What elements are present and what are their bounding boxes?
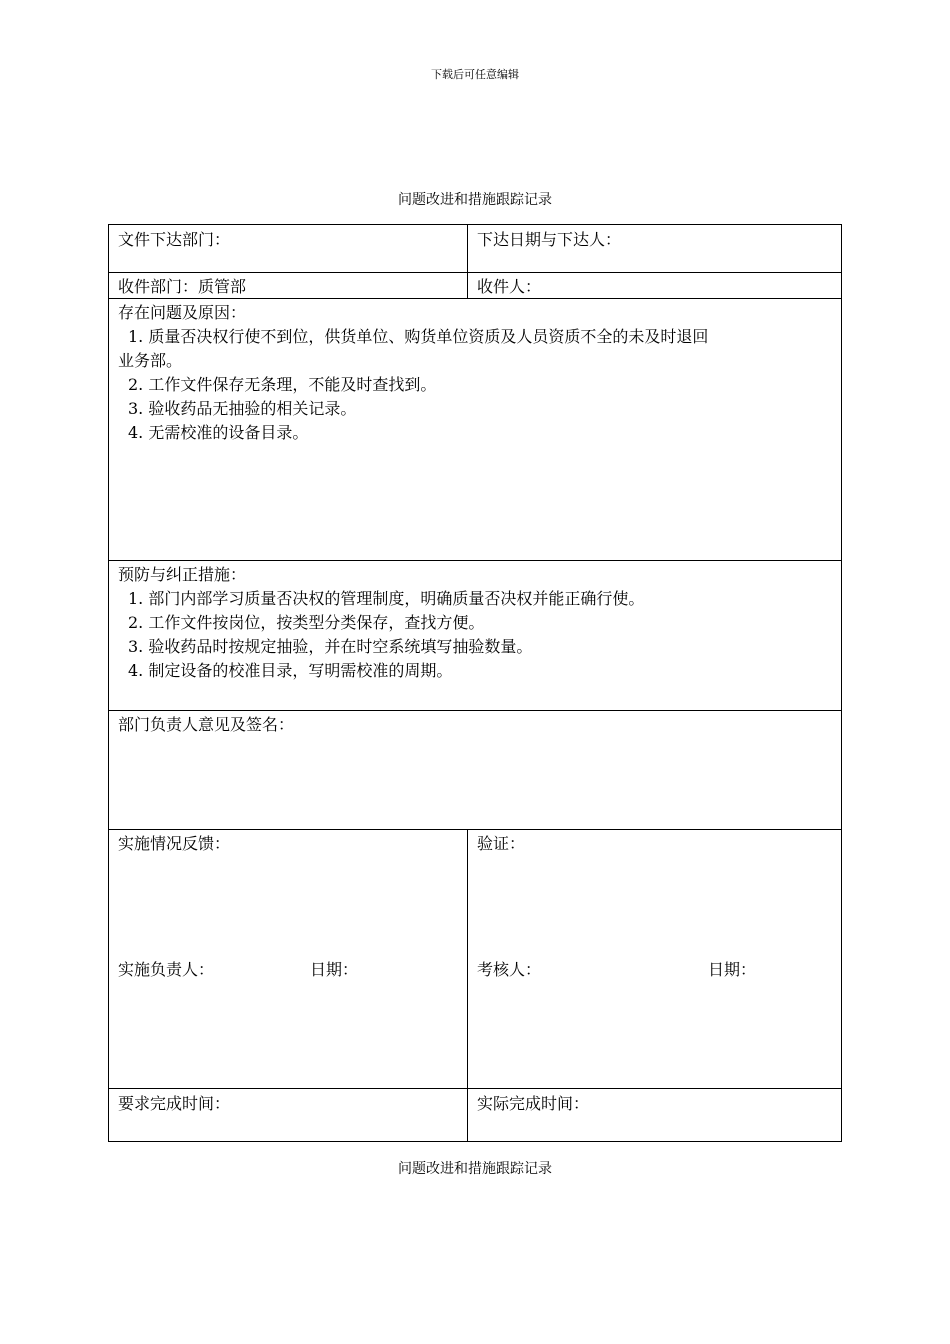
required-completion-cell	[118, 1092, 458, 1116]
verification-heading: 验证：	[477, 834, 526, 853]
receiving-dept-cell	[118, 275, 458, 299]
column-divider	[467, 829, 468, 1142]
measures-heading: 预防与纠正措施：	[118, 565, 247, 584]
header-note: 下载后可任意编辑	[431, 68, 519, 81]
recipient-cell	[477, 275, 837, 299]
problem-item: 1. 质量否决权行使不到位，供货单位、购货单位资质及人员资质不全的未及时退回	[128, 327, 709, 346]
measures-cell	[118, 563, 838, 683]
row-divider	[108, 710, 842, 711]
verification-cell	[477, 832, 837, 856]
measure-item: 4. 制定设备的校准目录，写明需校准的周期。	[128, 661, 453, 680]
measure-item: 1. 部门内部学习质量否决权的管理制度，明确质量否决权并能正确行使。	[128, 589, 645, 608]
feedback-cell	[118, 832, 458, 856]
footer-title: 问题改进和措施跟踪记录	[398, 1161, 552, 1177]
feedback-heading: 实施情况反馈：	[118, 834, 231, 853]
problem-item: 3. 验收药品无抽验的相关记录。	[128, 399, 357, 418]
problems-cell	[118, 301, 838, 445]
row-divider	[108, 272, 842, 273]
recipient-label: 收件人：	[477, 277, 542, 296]
row-divider	[108, 829, 842, 830]
problem-item-continued: 业务部。	[118, 351, 183, 370]
measure-item: 2. 工作文件按岗位，按类型分类保存，查找方便。	[128, 613, 485, 632]
table-border-bottom	[108, 1141, 842, 1142]
dept-head-opinion-label: 部门负责人意见及签名：	[118, 715, 295, 734]
document-title: 问题改进和措施跟踪记录	[398, 192, 552, 208]
table-border-right	[841, 224, 842, 1142]
column-divider	[467, 224, 468, 299]
table-border-top	[108, 224, 842, 225]
required-completion-label: 要求完成时间：	[118, 1094, 231, 1113]
receiving-dept-label: 收件部门：质管部	[118, 277, 247, 296]
problem-item: 2. 工作文件保存无条理，不能及时查找到。	[128, 375, 437, 394]
dept-head-opinion-cell	[118, 713, 838, 737]
row-divider	[108, 560, 842, 561]
issue-date-label: 下达日期与下达人：	[477, 230, 622, 249]
issuing-dept-label: 文件下达部门：	[118, 230, 231, 249]
row-divider	[108, 1088, 842, 1089]
verification-date-label: 日期：	[708, 960, 757, 979]
issue-date-cell	[477, 228, 837, 252]
issuing-dept-cell	[118, 228, 458, 252]
measure-item: 3. 验收药品时按规定抽验，并在时空系统填写抽验数量。	[128, 637, 533, 656]
problems-heading: 存在问题及原因：	[118, 303, 247, 322]
table-border-left	[108, 224, 109, 1142]
actual-completion-cell	[477, 1092, 837, 1116]
feedback-date-label: 日期：	[310, 960, 359, 979]
feedback-owner-label: 实施负责人：	[118, 960, 215, 979]
problem-item: 4. 无需校准的设备目录。	[128, 423, 309, 442]
verification-assessor-label: 考核人：	[477, 960, 542, 979]
actual-completion-label: 实际完成时间：	[477, 1094, 590, 1113]
